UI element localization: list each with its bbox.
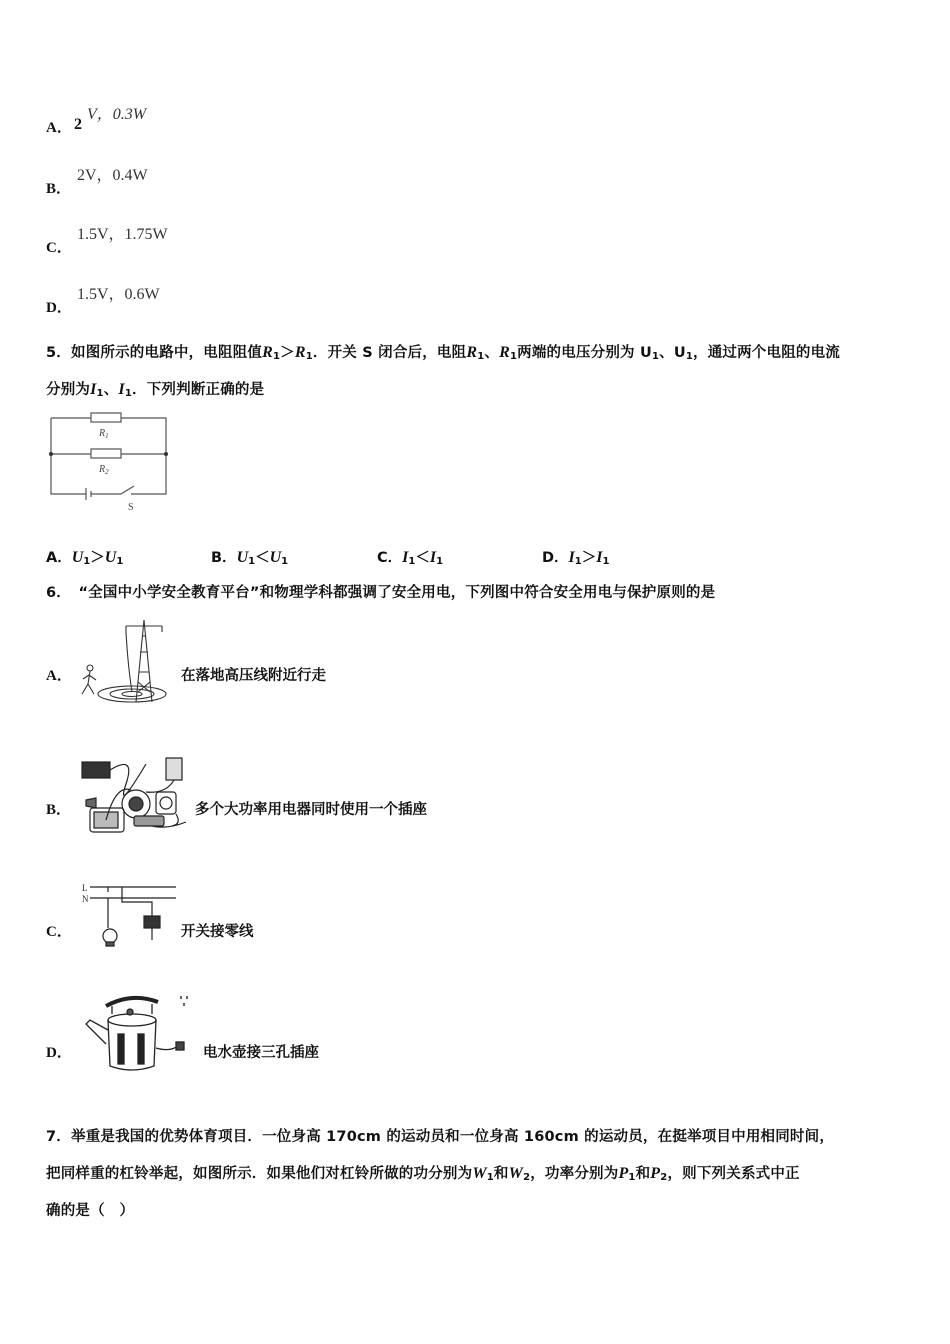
q6-option-c-label: C． xyxy=(46,924,72,940)
circuit-r2-label: $R_2$ xyxy=(99,464,109,476)
option-label: A． xyxy=(46,120,72,136)
q6-option-a-text: 在落地高压线附近行走 xyxy=(181,668,326,684)
q6-option-c-text: 开关接零线 xyxy=(181,924,254,940)
q7-stem-line3: 确的是（ ） xyxy=(46,1203,135,1219)
q6-option-a-label: A． xyxy=(46,668,72,684)
q6-option-d-label: D． xyxy=(46,1045,72,1061)
option-label: C． xyxy=(46,240,72,256)
high-voltage-tower-image xyxy=(74,612,174,706)
electric-kettle-image xyxy=(78,990,196,1076)
q5-stem-line2: 分别为$I_1$、$I_1$．下列判断正确的是 xyxy=(46,381,265,399)
q7-stem-line2: 把同样重的杠铃举起，如图所示．如果他们对杠铃所做的功分别为$W_1$和$W_2$，功率分别为$P_1$和$P_2$，则下列关系式中正 xyxy=(46,1165,800,1183)
q5-option-b: B．$U_1<U_1$ xyxy=(211,549,289,567)
option-value: V，0.3W xyxy=(87,106,147,123)
wire-label-n: N xyxy=(82,894,89,904)
q5-option-c: C．$I_1<I_1$ xyxy=(377,549,444,567)
circuit-r1-label: $R_1$ xyxy=(99,428,109,440)
q6-option-b-text: 多个大功率用电器同时使用一个插座 xyxy=(195,802,427,818)
q6-option-d-text: 电水壶接三孔插座 xyxy=(203,1045,319,1061)
q6-stem: 6． “全国中小学安全教育平台”和物理学科都强调了安全用电，下列图中符合安全用电与保护原则的是 xyxy=(46,585,716,601)
option-value: 1.5V，1.75W xyxy=(77,226,168,243)
q6-option-b-label: B． xyxy=(46,802,72,818)
option-value: 2V，0.4W xyxy=(77,167,148,184)
switch-wiring-image xyxy=(80,882,180,956)
option-value-prefix: 2 xyxy=(74,116,82,133)
q5-circuit-diagram xyxy=(46,408,176,516)
overloaded-socket-image xyxy=(76,744,192,840)
q5-option-a: A．$U_1>U_1$ xyxy=(46,549,124,567)
option-label: D． xyxy=(46,300,72,316)
q7-stem-line1: 7．举重是我国的优势体育项目．一位身高 170cm 的运动员和一位身高 160cm 的运动员，在挺举项目中用相同时间， xyxy=(46,1129,835,1145)
q5-option-d: D．$I_1>I_1$ xyxy=(542,549,610,567)
option-label: B． xyxy=(46,181,72,197)
circuit-switch-label: S xyxy=(128,502,134,513)
q5-stem-line1: 5．如图所示的电路中，电阻阻值$R_1>R_1$．开关 S 闭合后，电阻$R_1$、$R_1$两端的电压分别为 $U_1$、$U_1$，通过两个电阻的电流 xyxy=(46,344,840,362)
wire-label-l: L xyxy=(82,883,88,893)
option-value: 1.5V，0.6W xyxy=(77,286,160,303)
